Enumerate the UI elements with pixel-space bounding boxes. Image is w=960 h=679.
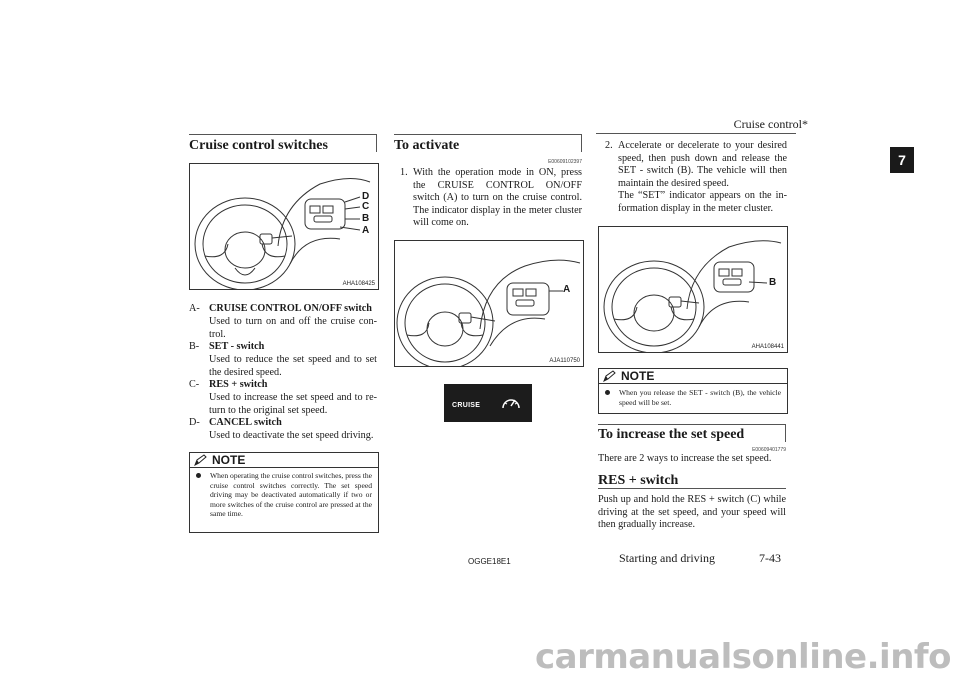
note-header <box>190 453 378 468</box>
heading-rule-right <box>785 424 786 442</box>
bullet-icon <box>196 473 201 478</box>
step-text: Accelerate or decelerate to your desired speed, then push down and release the SET - switch (B). The vehicle will then maintain the desired speed. <box>618 140 787 189</box>
item-letter-d: D- <box>189 417 200 428</box>
cruise-indicator <box>444 384 532 422</box>
pencil-icon <box>194 454 208 466</box>
item-desc-d: Used to deactivate the set speed driving. <box>209 430 374 441</box>
doc-code: OGGE18E1 <box>468 557 511 566</box>
callout-label-c: C <box>362 201 370 212</box>
figure-code: AJA110750 <box>549 358 580 364</box>
callout-label-a: A <box>362 225 370 236</box>
step-text-continued: The “SET” indicator appears on the in-formation display in the meter cluster. <box>618 190 787 214</box>
subsection-rule <box>598 488 786 489</box>
section-rule <box>189 134 377 135</box>
item-title-b: SET - switch <box>209 341 265 352</box>
footer-section: Starting and driving <box>619 551 715 565</box>
note-box <box>598 368 788 414</box>
note-label: NOTE <box>212 453 246 467</box>
item-title-a: CRUISE CONTROL ON/OFF switch <box>209 303 372 314</box>
section-code: E00609102397 <box>548 159 582 165</box>
pencil-icon <box>603 370 617 382</box>
item-letter-a: A- <box>189 303 200 314</box>
item-desc-c: Used to increase the set speed and to re-turn to the original set speed. <box>209 392 377 416</box>
item-title-d: CANCEL switch <box>209 417 282 428</box>
paragraph: There are 2 ways to increase the set speed. <box>598 453 772 464</box>
callout-label-a: A <box>563 284 571 295</box>
steering-wheel-illustration <box>190 164 378 289</box>
chapter-tab <box>890 147 914 173</box>
switch-list <box>189 303 379 443</box>
item-desc-a: Used to turn on and off the cruise con-trol. <box>209 316 377 340</box>
figure-code: AHA108425 <box>342 281 375 287</box>
section-heading: To increase the set speed <box>598 427 745 442</box>
callout-label-b: B <box>362 213 370 224</box>
note-text: When operating the cruise control switches, press the cruise control switches correctly. The set speed driving may be deactivated automatically if two or more switches of the cruise control are pressed at the same time. <box>210 471 372 518</box>
speedometer-icon <box>500 392 522 414</box>
set-figure <box>598 226 788 353</box>
callout-label-b: B <box>769 277 777 288</box>
item-letter-c: C- <box>189 379 200 390</box>
chapter-number: 7 <box>898 152 906 168</box>
note-header <box>599 369 787 384</box>
item-title-c: RES + switch <box>209 379 268 390</box>
item-letter-b: B- <box>189 341 200 352</box>
switches-figure <box>189 163 379 290</box>
callout-label-d: D <box>362 191 370 202</box>
subsection-heading: RES + switch <box>598 473 679 488</box>
heading-rule-right <box>581 134 582 152</box>
section-rule <box>598 424 786 425</box>
section-code: E00609401779 <box>752 447 786 453</box>
cruise-indicator-text: CRUISE <box>452 402 481 409</box>
figure-code: AHA108441 <box>751 344 784 350</box>
steering-wheel-illustration <box>395 241 583 366</box>
step-number: 1. <box>400 167 408 178</box>
paragraph: Push up and hold the RES + switch (C) while driving at the set speed, and your speed will then gradually increase. <box>598 494 786 531</box>
watermark: carmanualsonline.info <box>535 637 952 677</box>
section-heading: Cruise control switches <box>189 138 328 153</box>
item-desc-b: Used to reduce the set speed and to set the desired speed. <box>209 354 377 378</box>
steering-wheel-illustration <box>599 227 787 352</box>
header-rule <box>596 133 796 134</box>
page-number: 7-43 <box>759 551 781 565</box>
section-heading: To activate <box>394 138 460 153</box>
bullet-icon <box>605 390 610 395</box>
page-header-title: Cruise control* <box>733 117 808 131</box>
note-bullet <box>599 388 787 412</box>
note-box <box>189 452 379 533</box>
note-label: NOTE <box>621 369 655 383</box>
activate-figure <box>394 240 584 367</box>
heading-rule-right <box>376 134 377 152</box>
step-number: 2. <box>605 140 613 151</box>
note-bullet <box>190 471 378 531</box>
section-rule <box>394 134 582 135</box>
step-text: With the operation mode in ON, press the CRUISE CONTROL ON/OFF switch (A) to turn on the cruise control. The indicator display in the meter cluster will come on. <box>413 167 582 229</box>
note-text: When you release the SET - switch (B), the vehicle speed will be set. <box>619 388 781 407</box>
